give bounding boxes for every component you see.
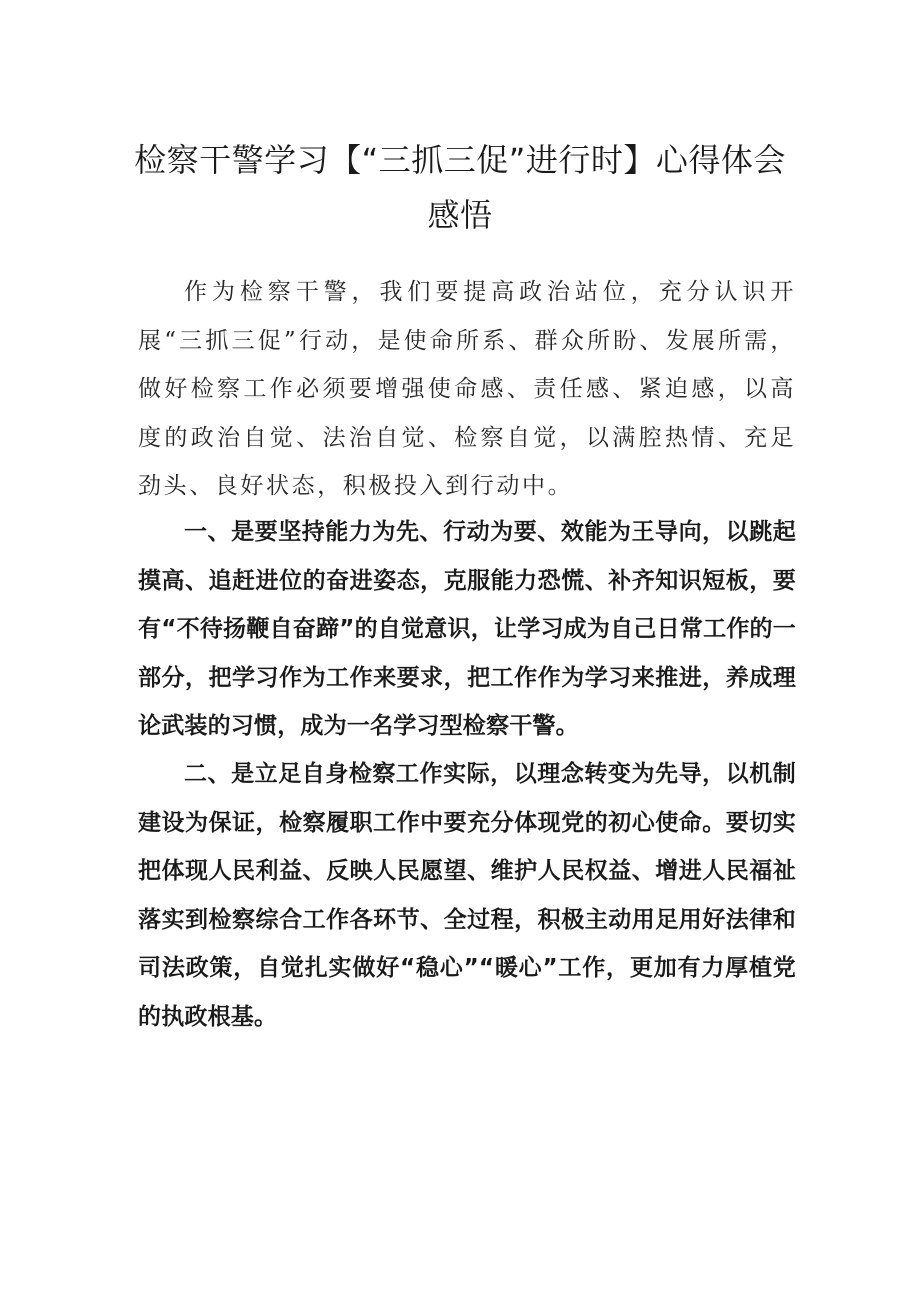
paragraph-intro: 作为检察干警，我们要提高政治站位，充分认识开展“三抓三促”行动，是使命所系、群众所盼、发展所需，做好检察工作必须要增强使命感、责任感、紧迫感，以高度的政治自觉、法治自觉、检察自觉，以满腔热情、充足劲头、良好状态，积极投入到行动中。 <box>138 279 796 499</box>
document-title: 检察干警学习【“三抓三促”进行时】心得体会感悟 <box>134 141 786 234</box>
paragraph-point-one: 一、是要坚持能力为先、行动为要、效能为王导向，以跳起摸高、追赶进位的奋进姿态，克服能力恐慌、补齐知识短板，要有“不待扬鞭自奋蹄”的自觉意识，让学习成为自己日常工作的一部分，把学习作为工作来要求，把工作作为学习来推进，养成理论武装的习惯，成为一名学习型检察干警。 <box>138 519 796 739</box>
paragraph-point-two: 二、是立足自身检察工作实际，以理念转变为先导，以机制建设为保证，检察履职工作中要充分体现党的初心使命。要切实把体现人民利益、反映人民愿望、维护人民权益、增进人民福祉落实到检察综合工作各环节、全过程，积极主动用足用好法律和司法政策，自觉扎实做好“稳心”“暖心”工作，更加有力厚植党的执政根基。 <box>138 761 796 1030</box>
